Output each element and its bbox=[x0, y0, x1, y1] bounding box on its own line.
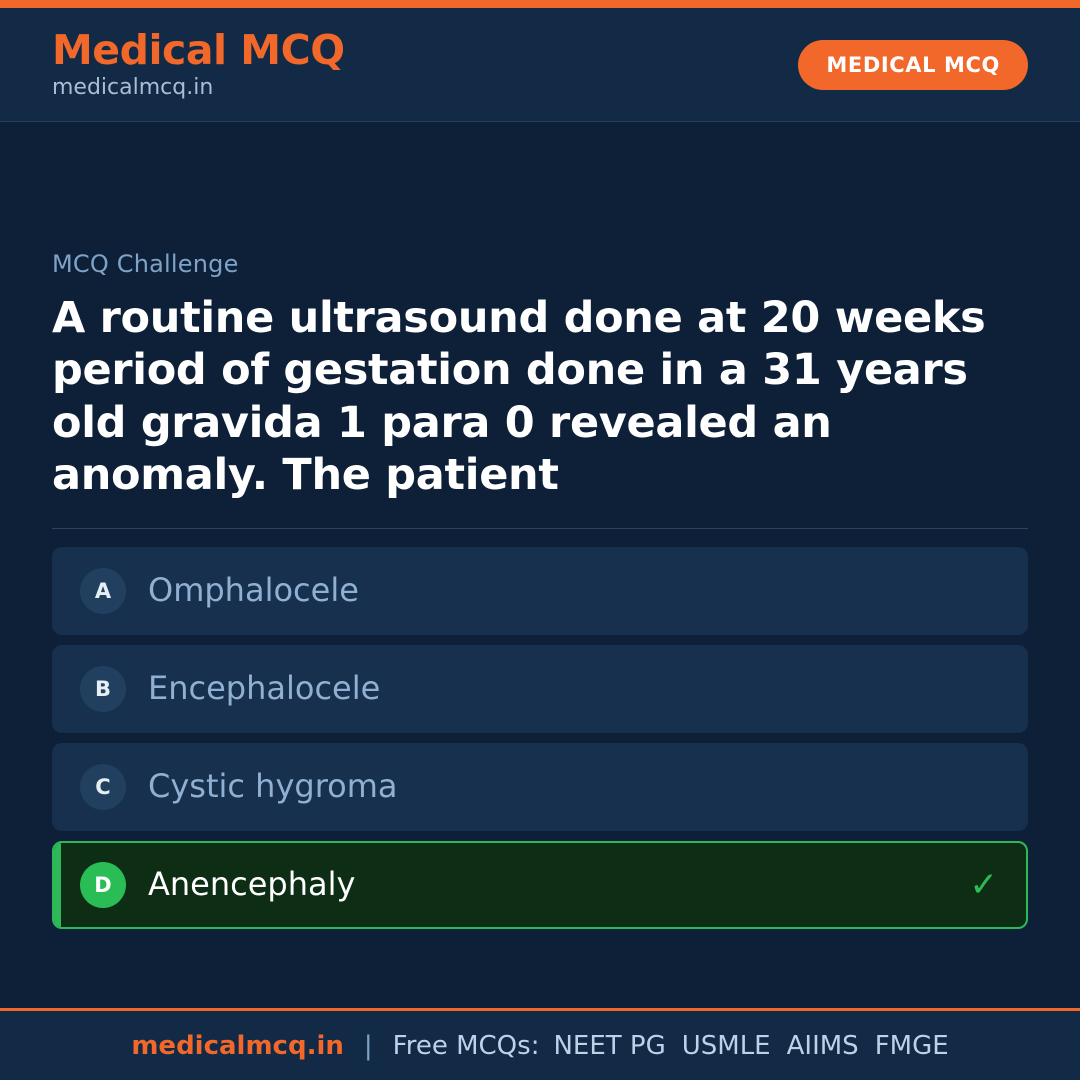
question-text: A routine ultrasound done at 20 weeks period of gestation done in a 31 years old gravida 1 para 0 revealed an anomaly. The patient bbox=[52, 293, 986, 501]
question-divider bbox=[52, 528, 1028, 529]
option-d-letter: D bbox=[80, 862, 126, 908]
footer-separator: | bbox=[363, 1030, 373, 1061]
header bbox=[0, 8, 1080, 122]
option-c-letter: C bbox=[80, 764, 126, 810]
top-accent-bar bbox=[0, 0, 1080, 8]
footer bbox=[0, 1008, 1080, 1080]
main-content bbox=[0, 122, 1080, 1008]
brand-block bbox=[52, 25, 345, 100]
option-c-label: Cystic hygroma bbox=[148, 767, 398, 806]
brand-title: Medical MCQ bbox=[52, 25, 345, 74]
option-b-letter: B bbox=[80, 666, 126, 712]
option-b[interactable] bbox=[52, 645, 1028, 733]
header-badge: MEDICAL MCQ bbox=[798, 40, 1028, 90]
option-d[interactable] bbox=[52, 841, 1028, 929]
footer-exam-usmle: USMLE bbox=[681, 1030, 771, 1061]
brand-subtitle: medicalmcq.in bbox=[52, 74, 214, 100]
footer-site: medicalmcq.in bbox=[131, 1030, 344, 1061]
check-icon: ✓ bbox=[969, 864, 998, 905]
option-b-label: Encephalocele bbox=[148, 669, 381, 708]
option-a[interactable] bbox=[52, 547, 1028, 635]
footer-exam-neetpg: NEET PG bbox=[553, 1030, 666, 1061]
section-kicker: MCQ Challenge bbox=[52, 250, 239, 278]
footer-label: Free MCQs: bbox=[392, 1030, 540, 1061]
option-d-label: Anencephaly bbox=[148, 865, 356, 904]
option-a-letter: A bbox=[80, 568, 126, 614]
footer-content bbox=[131, 1031, 948, 1061]
option-a-label: Omphalocele bbox=[148, 571, 359, 610]
footer-exam-fmge: FMGE bbox=[874, 1030, 949, 1061]
options-list bbox=[52, 547, 1028, 929]
option-c[interactable] bbox=[52, 743, 1028, 831]
footer-exam-aiims: AIIMS bbox=[786, 1030, 859, 1061]
